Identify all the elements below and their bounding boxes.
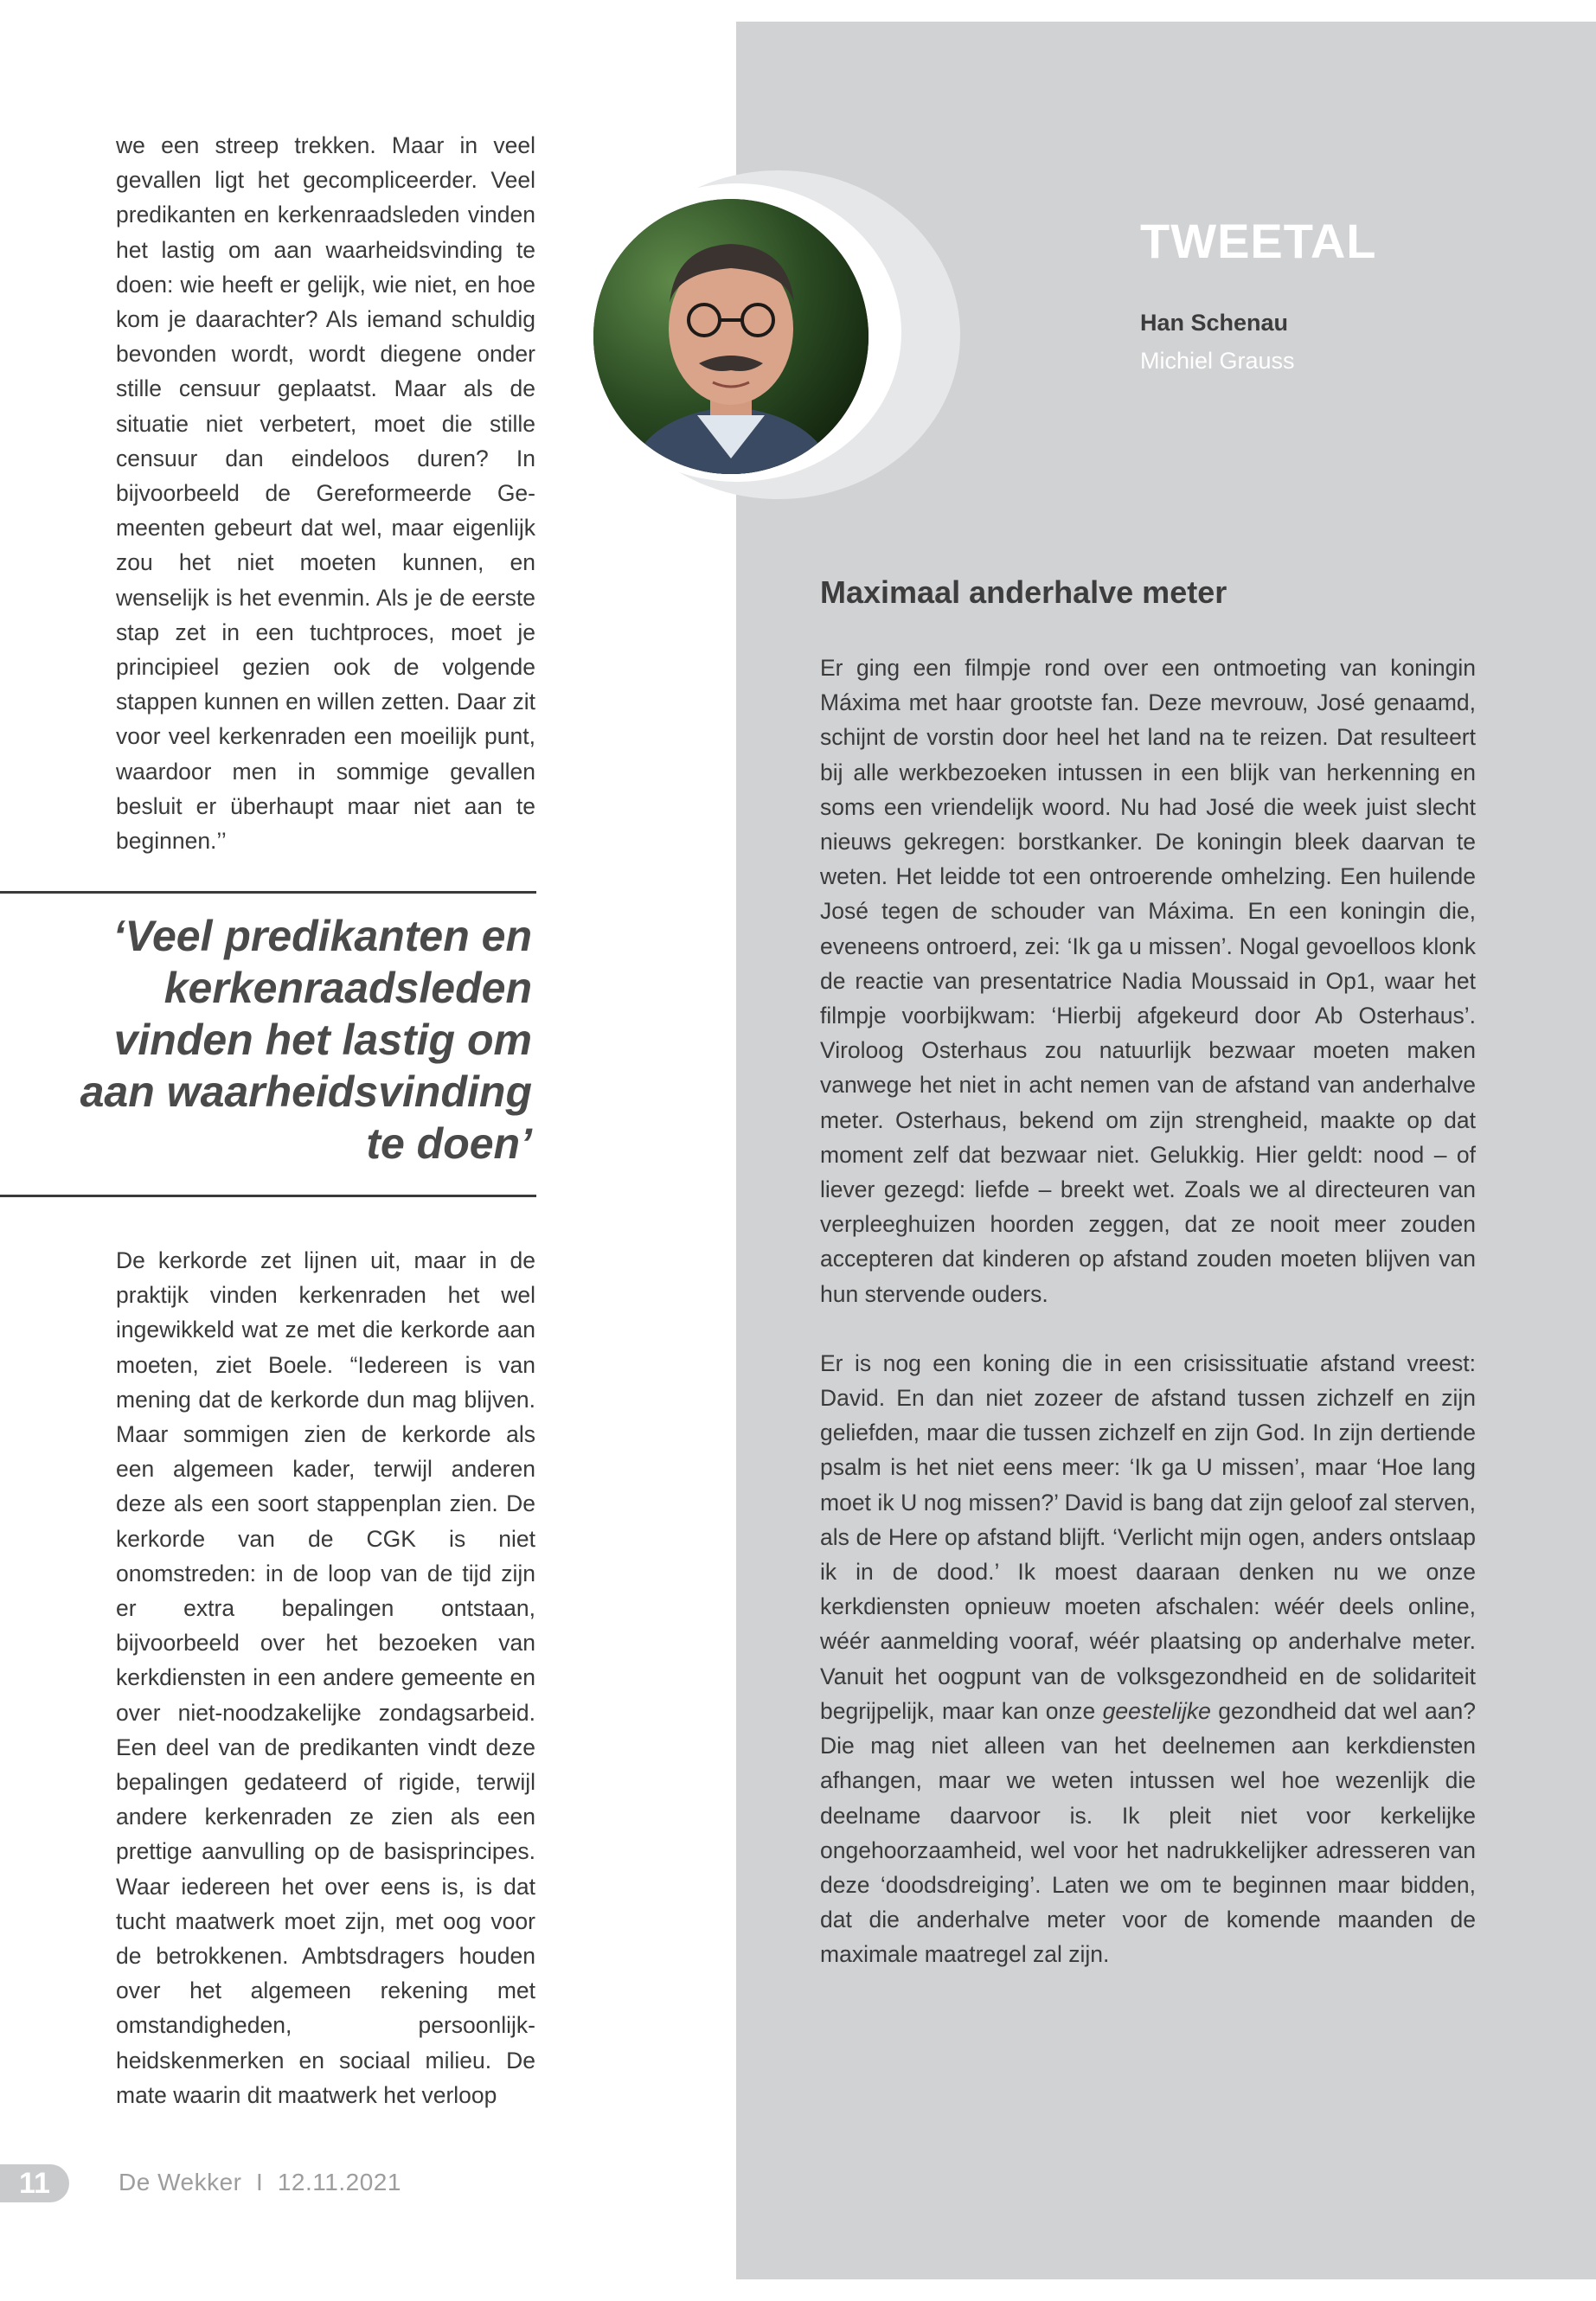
pull-quote-line: vinden het lastig om <box>113 1016 532 1064</box>
paragraph-text: Er is nog een koning die in een crisissituatie afstand vreest: David. En dan niet zozeer de afstand tussen zichzelf en zijn geliefden, maar die tussen zichzelf en zijn God. In zijn dertiende psalm is het niet eens meer: ‘Ik ga U missen’, maar ‘Hoe lang moet ik U nog missen?’ David is bang dat zijn geloof zal sterven, als de Here op afstand blijft. ‘Verlicht mijn ogen, anders ontslaap ik in de dood.’ Ik moest daaraan denken nu we onze kerkdiensten opnieuw moeten afschalen: wéér deels online, wéér aanmelding vooraf, wéér plaatsing op anderhalve meter. Vanuit het oogpunt van de volksgezondheid en de solidariteit begrijpelijk, maar kan onze <box>820 1349 1476 1724</box>
quote-rule-top <box>0 891 536 894</box>
publication-line: De Wekker I 12.11.2021 <box>119 2169 401 2195</box>
article-paragraph: Er ging een filmpje rond over een ontmoeting van koningin Máxima met haar grootste fan. Deze mevrouw, José genaamd, schijnt de vorstin door heel het land na te reizen. Dat resulteert bij alle werkbezoeken intussen in een blijk van herkenning en soms een vriendelijk woord. Nu had José die week juist slecht nieuws gekregen: borstkanker. De koningin bleek daarvan te weten. Het leidde tot een ontroerende omhelzing. Een huilende José tegen de schouder van Máxima. En een koningin die, eveneens ontroerd, zei: ‘Ik ga u missen’. Nogal gevoelloos klonk de reactie van presentatrice Nadia Moussaid in Op1, waar het filmpje voorbijkwam: ‘Hierbij afgekeurd door Ab Osterhaus’. Viroloog Osterhaus zou natuurlijk bezwaar moeten maken vanwege het niet in acht nemen van de afstand van anderhalve meter. Osterhaus, bekend om zijn strengheid, maakte op dat moment zelf dat bezwaar niet. Gelukkig. Hier geldt: nood – of liever gezegd: liefde – breekt wet. Zoals we al directeuren van verpleeghuizen hoorden zeggen, dat ze nooit meer zouden accepteren dat kinderen op afstand zouden moeten blijven van hun stervende ouders. <box>820 655 1476 1307</box>
column-title: TWEETAL <box>1140 214 1377 268</box>
pull-quote <box>17 910 532 1170</box>
left-column-top <box>116 128 535 858</box>
quote-rule-bottom <box>0 1195 536 1197</box>
left-column-bottom <box>116 1243 535 2112</box>
illustrator-name: Michiel Grauss <box>1140 348 1295 374</box>
pull-quote-line: aan waarheidsvinding <box>80 1067 532 1116</box>
pull-quote-line: ‘Veel predikanten en <box>112 912 532 960</box>
article-paragraph <box>820 1346 1476 1972</box>
page-number: 11 <box>0 2164 69 2202</box>
article-body <box>820 651 1476 2007</box>
pull-quote-line: kerkenraadsleden <box>163 964 532 1012</box>
body-paragraph: De kerkorde zet lijnen uit, maar in de praktijk vinden kerkenraden het wel ingewikkeld wat ze met die kerkorde aan moeten, ziet Boele. “Iedereen is van mening dat de kerkorde dun mag blijven. Maar sommigen zien de kerkorde als een algemeen kader, terwijl anderen deze als een soort stappenplan zien. De kerkorde van de CGK is niet onomstreden: in de loop van de tijd zijn er extra bepalingen ontstaan, bijvoorbeeld over het bezoeken van kerkdiensten in een andere gemeente en over niet-noodzakelijke zondagsarbeid. Een deel van de predikanten vindt deze bepalingen gedateerd of rigide, terwijl andere kerkenraden ze zien als een prettige aanvulling op de basisprincipes. Waar iedereen het over eens is, is dat tucht maatwerk moet zijn, met oog voor de betrokkenen. Ambtsdragers houden over het algemeen rekening met omstandigheden, persoonlijkheidskenmerken en sociaal milieu. De mate waarin dit maatwerk het verloop <box>116 1247 535 2108</box>
body-paragraph: we een streep trekken. Maar in veel gevallen ligt het gecompliceerder. Veel predikanten en kerkenraadsleden vinden het lastig om aan waarheidsvinding te doen: wie heeft er gelijk, wie niet, en hoe kom je daarachter? Als iemand schuldig bevonden wordt, wordt diegene onder stille censuur geplaatst. Maar als de situatie niet verbetert, moet die stille censuur dan eindeloos duren? In bijvoorbeeld de Gereformeerde Gemeenten gebeurt dat wel, maar eigenlijk zou het niet moeten kunnen, en wenselijk is het evenmin. Als je de eerste stap zet in een tuchtproces, moet je principieel gezien ook de volgende stappen kunnen en willen zetten. Daar zit voor veel kerkenraden een moeilijk punt, waardoor men in sommige gevallen besluit er überhaupt maar niet aan te beginnen.’’ <box>116 132 535 855</box>
article-title: Maximaal anderhalve meter <box>820 574 1227 610</box>
italic-emphasis: geestelijke <box>1102 1697 1211 1724</box>
author-portrait <box>593 199 869 474</box>
portrait-illustration <box>593 199 869 474</box>
author-name: Han Schenau <box>1140 310 1289 336</box>
paragraph-text: gezondheid dat wel aan? Die mag niet alleen van het deelnemen aan kerkdiensten afhangen, maar we weten intussen wel hoe wezenlijk die deelname daarvoor is. Ik pleit niet voor kerkelijke ongehoorzaamheid, wel voor het nadrukkelijker adresseren van deze ‘doodsdreiging’. Laten we om te beginnen maar bidden, dat die anderhalve meter voor de komende maanden de maximale maatregel zal zijn. <box>820 1697 1476 1968</box>
pull-quote-line: te doen’ <box>366 1119 532 1168</box>
